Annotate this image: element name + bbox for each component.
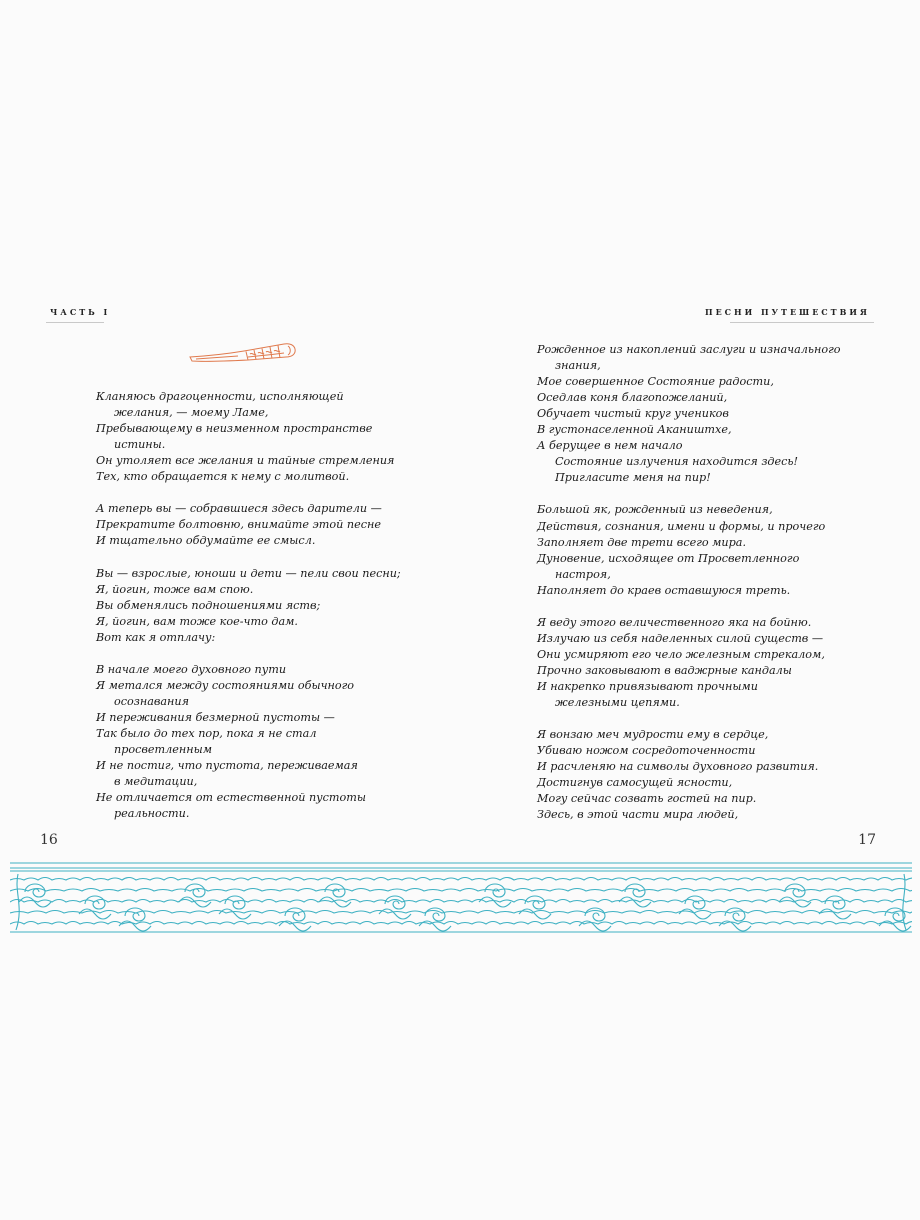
running-head-rule-right	[730, 322, 874, 323]
stanza	[96, 566, 401, 646]
poem-line: желания, — моему Ламе,	[114, 406, 269, 420]
poem-line: знания,	[555, 359, 601, 373]
stanza	[96, 662, 401, 822]
poem-line: железными цепями.	[555, 696, 680, 710]
poem-line: В густонаселенной Акаништхе,	[537, 423, 732, 437]
poem-line: И переживания безмерной пустоты —	[96, 710, 335, 724]
poem-line: А берущее в нем начало	[537, 439, 683, 453]
poem-line: Я, йогин, тоже вам спою.	[96, 582, 254, 596]
poem-line: Могу сейчас созвать гостей на пир.	[537, 792, 757, 806]
poem-line: Здесь, в этой части мира людей,	[537, 808, 739, 822]
poem-line: Прекратите болтовню, внимайте этой песне	[96, 518, 381, 532]
poem-line: Убиваю ножом сосредоточенности	[537, 744, 756, 758]
poem-line: настроя,	[555, 567, 611, 581]
poem-line: И не постиг, что пустота, переживаемая	[96, 759, 358, 773]
running-head-left: ЧАСТЬ I	[50, 307, 111, 317]
poem-line: Я метался между состояниями обычного	[96, 678, 355, 692]
poem-line: Он утоляет все желания и тайные стремления	[96, 454, 395, 468]
poem-line: Обучает чистый круг учеников	[537, 407, 729, 421]
poem-line: Наполняет до краев оставшуюся треть.	[537, 583, 791, 597]
poem-line: Вот как я отплачу:	[96, 630, 216, 644]
poem-line: Тех, кто обращается к нему с молитвой.	[96, 470, 350, 484]
stanza	[96, 389, 401, 485]
conch-horn-icon	[188, 340, 298, 368]
poem-line: Пригласите меня на пир!	[555, 471, 711, 485]
poem-line: Кланяюсь драгоценности, исполняющей	[96, 390, 344, 403]
running-head-right: ПЕСНИ ПУТЕШЕСТВИЯ	[705, 307, 870, 317]
poem-right	[537, 342, 840, 823]
poem-line: Действия, сознания, имени и формы, и прочего	[537, 519, 826, 533]
poem-line: Рожденное из накоплений заслуги и изначального	[537, 343, 841, 356]
running-head-rule-left	[46, 322, 104, 323]
poem-line: И накрепко привязывают прочными	[537, 679, 758, 693]
poem-line: И расчленяю на символы духовного развития.	[537, 760, 819, 774]
poem-line: Излучаю из себя наделенных силой существ —	[537, 631, 824, 645]
poem-line: реальности.	[114, 807, 190, 821]
poem-line: Заполняет две трети всего мира.	[537, 535, 747, 549]
poem-line: В начале моего духовного пути	[96, 662, 287, 676]
stanza	[537, 342, 840, 486]
page-number-left: 16	[40, 832, 58, 848]
poem-line: Оседлав коня благопожеланий,	[537, 391, 728, 405]
poem-line: А теперь вы — собравшиеся здесь дарители —	[96, 502, 382, 516]
poem-line: Я вонзаю меч мудрости ему в сердце,	[537, 728, 769, 742]
poem-line: Не отличается от естественной пустоты	[96, 791, 366, 805]
poem-line: Я, йогин, вам тоже кое-что дам.	[96, 614, 298, 628]
poem-line: Я веду этого величественного яка на бойню.	[537, 615, 812, 629]
poem-line: Достигнув самосущей ясности,	[537, 776, 733, 790]
stanza	[537, 615, 840, 711]
cloud-pattern-band	[10, 862, 912, 934]
poem-line: Вы — взрослые, юноши и дети — пели свои песни;	[96, 566, 401, 580]
poem-line: в медитации,	[114, 775, 198, 789]
poem-line: осознавания	[114, 694, 190, 708]
poem-line: просветленным	[114, 743, 212, 757]
poem-left	[96, 389, 401, 822]
poem-line: истины.	[114, 438, 166, 452]
poem-line: И тщательно обдумайте ее смысл.	[96, 534, 316, 548]
poem-line: Мое совершенное Состояние радости,	[537, 375, 774, 389]
poem-line: Они усмиряют его чело железным стрекалом,	[537, 647, 825, 661]
stanza	[537, 727, 840, 823]
poem-line: Дуновение, исходящее от Просветленного	[537, 551, 800, 565]
poem-line: Пребывающему в неизменном пространстве	[96, 422, 373, 436]
poem-line: Прочно заковывают в ваджрные кандалы	[537, 663, 792, 677]
poem-line: Вы обменялись подношениями яств;	[96, 598, 321, 612]
poem-line: Большой як, рожденный из неведения,	[537, 503, 773, 517]
poem-line: Состояние излучения находится здесь!	[555, 455, 798, 469]
page-number-right: 17	[858, 832, 876, 848]
stanza	[96, 501, 401, 549]
poem-line: Так было до тех пор, пока я не стал	[96, 726, 317, 740]
stanza	[537, 502, 840, 598]
